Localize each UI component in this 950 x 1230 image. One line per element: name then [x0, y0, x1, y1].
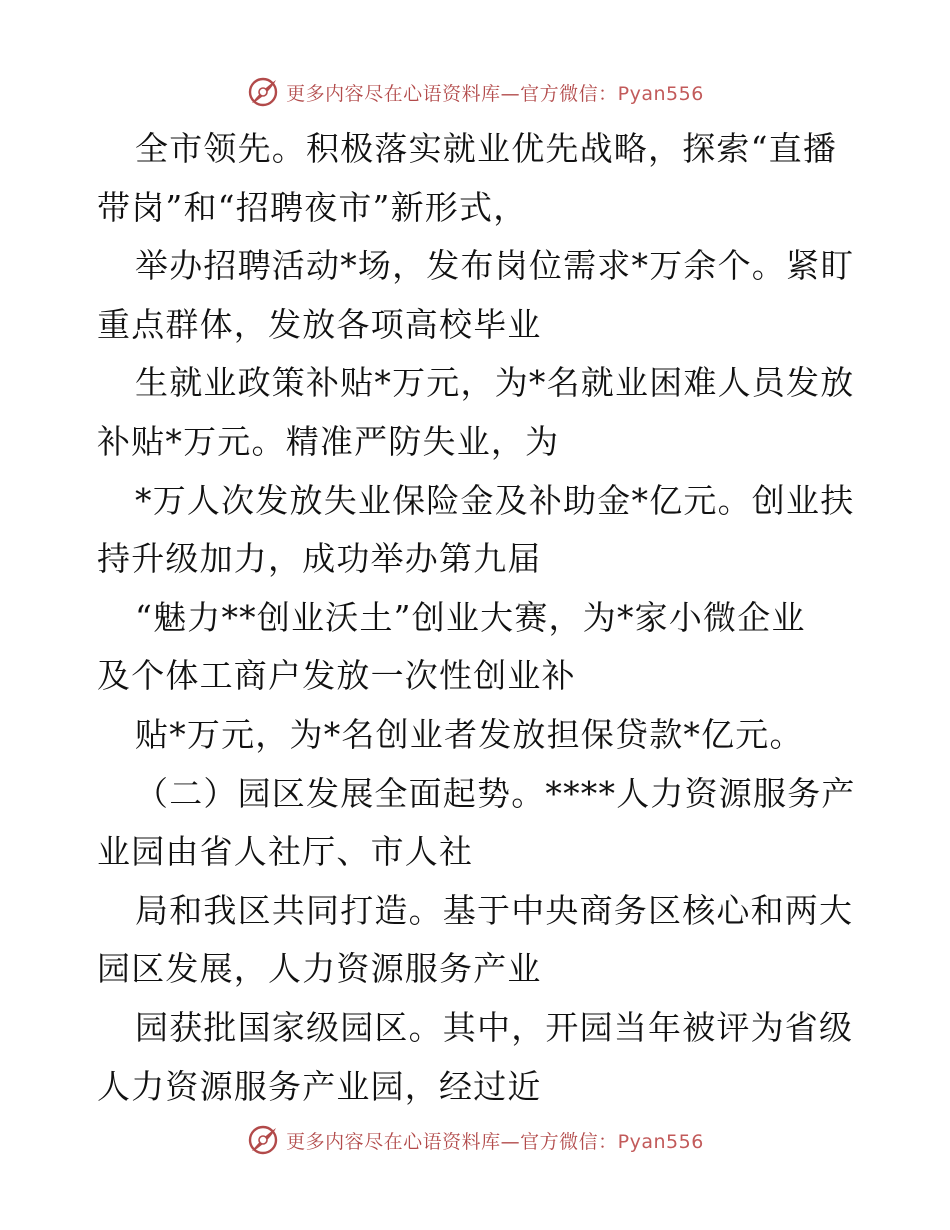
text-line: 举办招聘活动*场，发布岗位需求*万余个。紧盯: [135, 246, 855, 286]
text-line: *万人次发放失业保险金及补助金*亿元。创业扶: [135, 480, 855, 520]
text-line: 重点群体，发放各项高校毕业: [97, 304, 542, 344]
text-line: 补贴*万元。精准严防失业，为: [97, 421, 560, 461]
text-line: 及个体工商户发放一次性创业补: [97, 656, 576, 696]
text-line: 园区发展，人力资源服务产业: [97, 949, 542, 989]
text-line: 生就业政策补贴*万元，为*名就业困难人员发放: [135, 363, 855, 403]
text-line: 园获批国家级园区。其中，开园当年被评为省级: [135, 1007, 854, 1047]
text-line: 业园由省人社厅、市人社: [97, 832, 474, 872]
text-line: 局和我区共同打造。基于中央商务区核心和两大: [135, 890, 854, 930]
header-watermark: [0, 72, 950, 112]
text-line: 持升级加力，成功举办第九届: [97, 539, 542, 579]
quill-logo-icon: [246, 1123, 280, 1157]
section-heading-line: （二）园区发展全面起势。****人力资源服务产: [135, 773, 856, 813]
watermark-text: 更多内容尽在心语资料库—官方微信：Pyan556: [286, 1130, 704, 1153]
footer-watermark: [0, 1120, 950, 1160]
body-text: [97, 120, 857, 1116]
watermark-text: 更多内容尽在心语资料库—官方微信：Pyan556: [286, 82, 704, 105]
text-line: “魅力**创业沃土”创业大赛，为*家小微企业: [135, 597, 806, 637]
text-line: 全市领先。积极落实就业优先战略，探索“直播: [135, 129, 838, 168]
text-line: 带岗”和“招聘夜市”新形式，: [97, 187, 528, 227]
text-line: 贴*万元，为*名创业者发放担保贷款*亿元。: [135, 714, 804, 754]
quill-logo-icon: [246, 75, 280, 109]
text-line: 人力资源服务产业园，经过近: [97, 1066, 542, 1106]
